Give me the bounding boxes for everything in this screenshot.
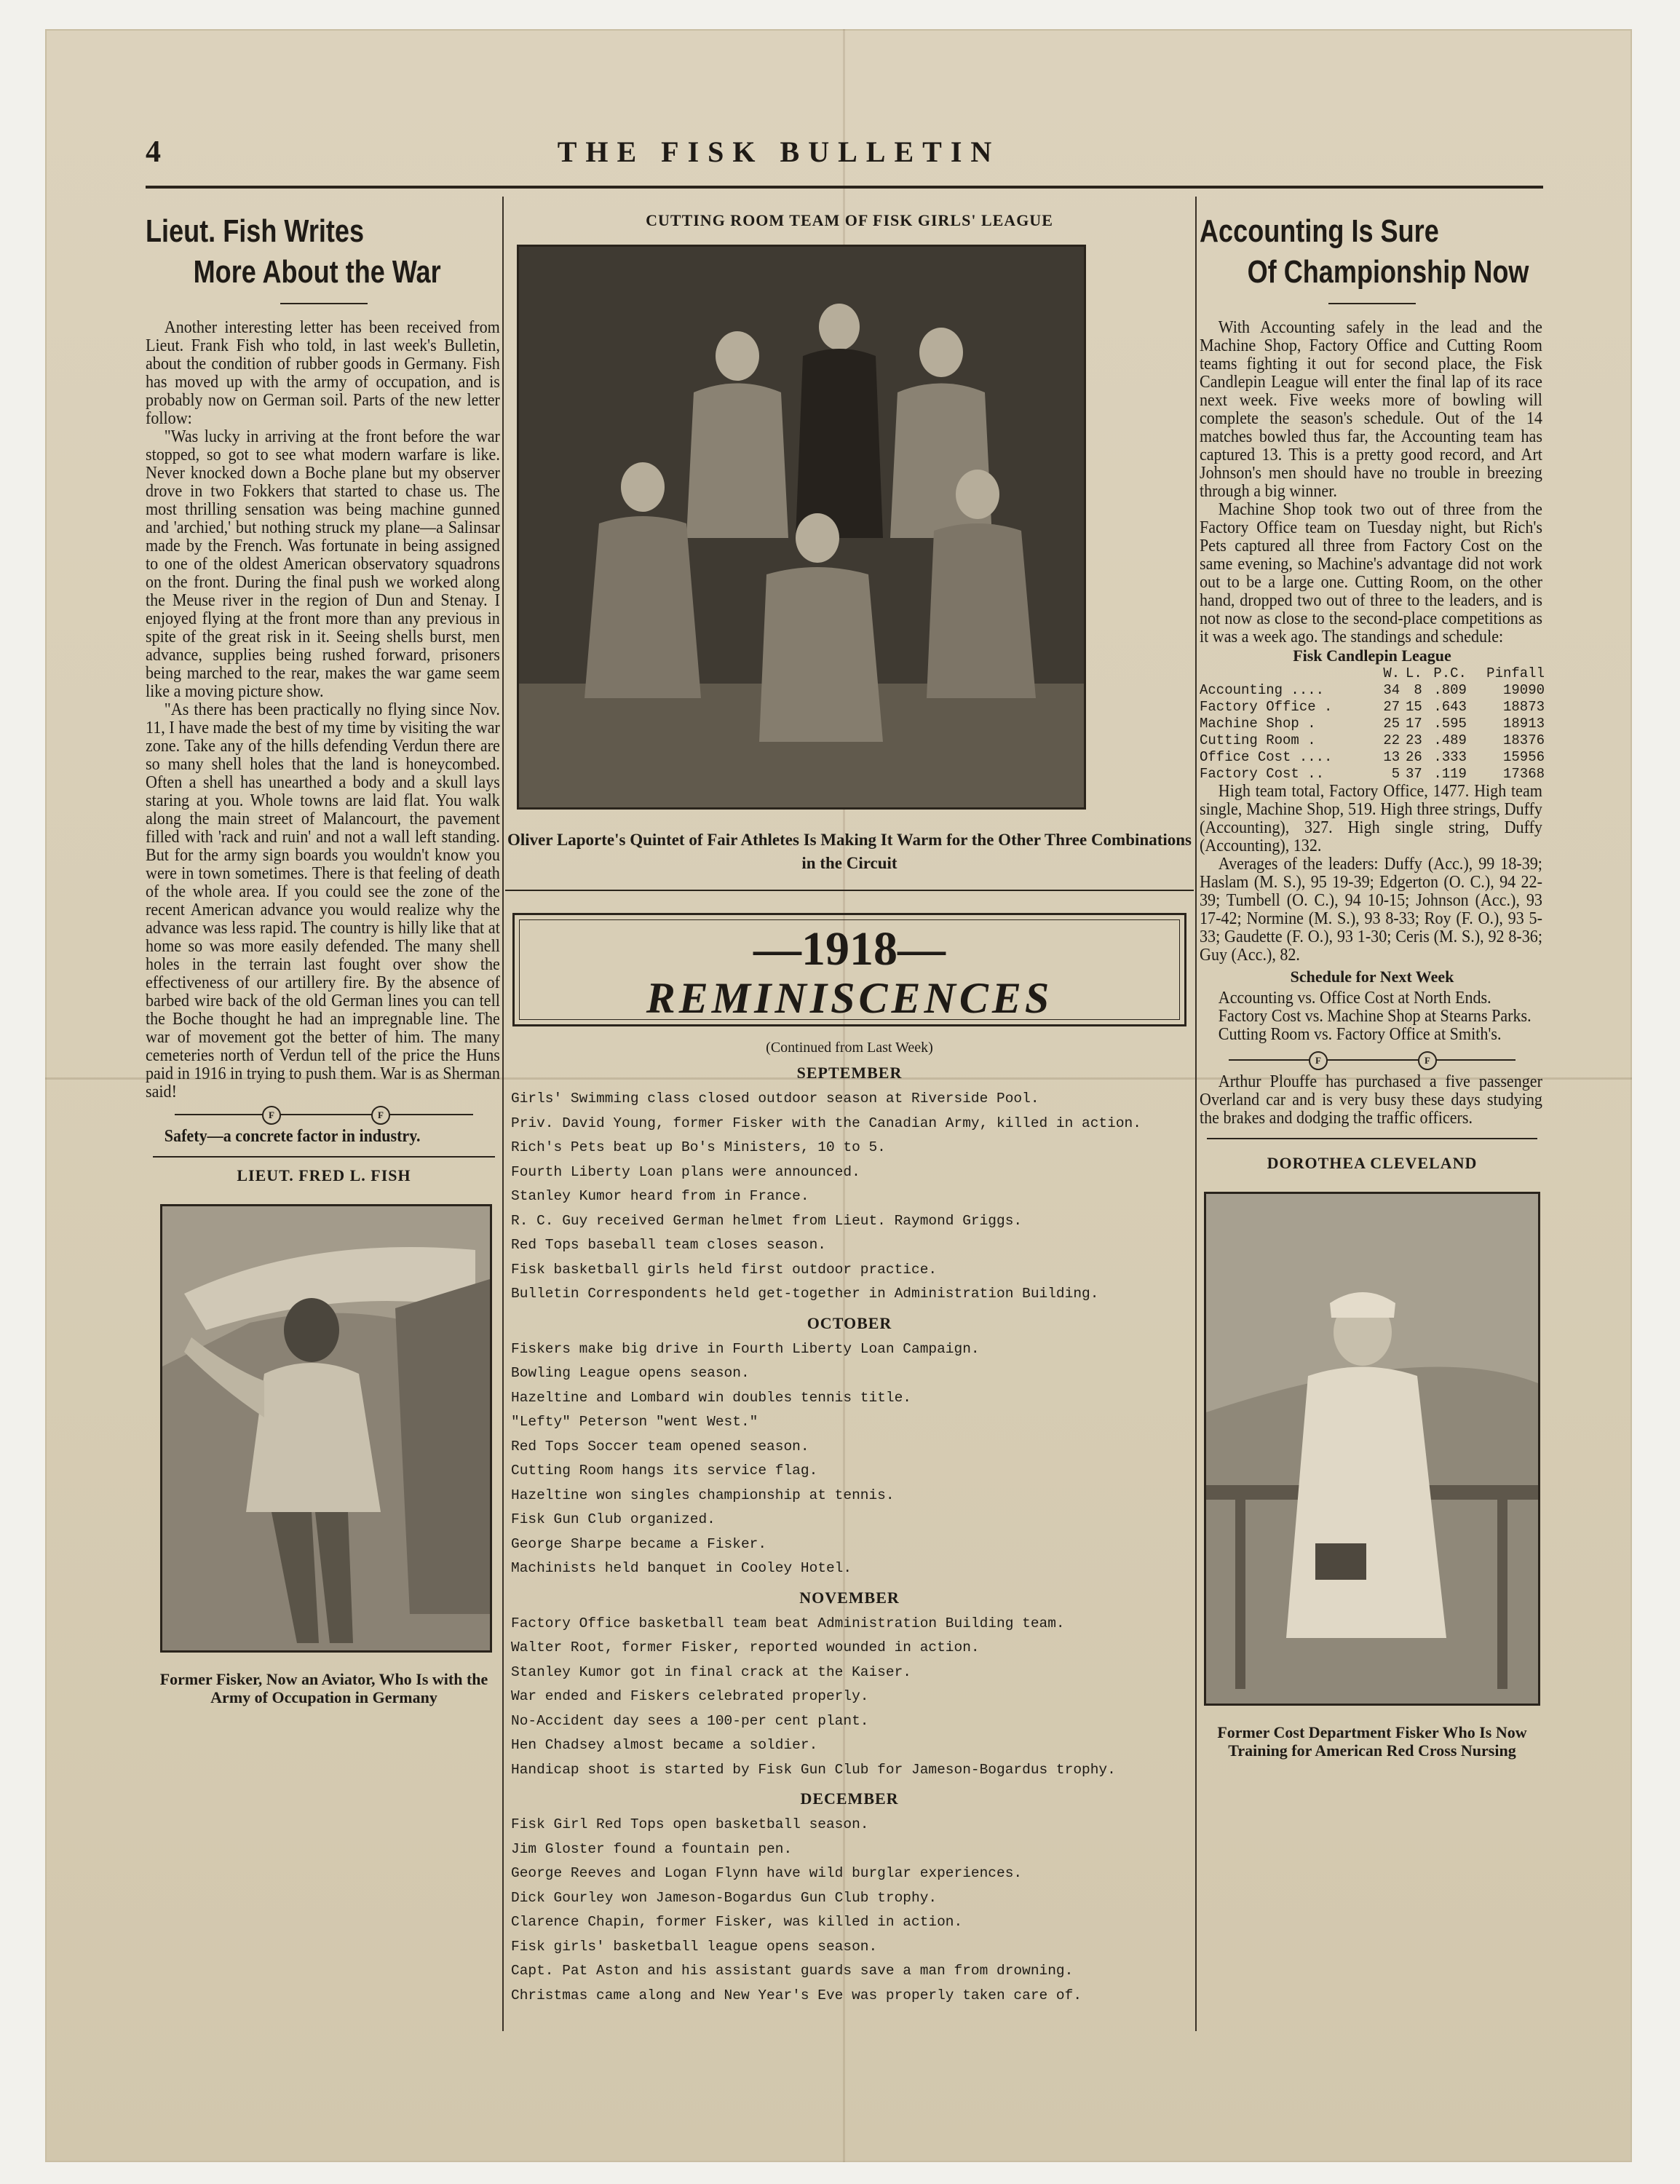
list-item: Hen Chadsey almost became a soldier. [511, 1737, 818, 1753]
masthead-title: THE FISK BULLETIN [557, 135, 1001, 168]
list-item: Christmas came along and New Year's Eve was properly taken care of. [511, 1987, 1082, 2003]
fisk-seal-icon: F [1418, 1051, 1437, 1070]
article-paragraph: "Was lucky in arriving at the front before the war stopped, so got to see what modern warfare is like. Never knocked down a Boche plane but my observer drove in two Fokkers that started to chase us. The most thrilling sensation was being machine gunned and 'archied,' but nothing struck my plane—a Salinsar made by the French. Was fortunate in being assigned to one of the oldest American observatory squadrons on the front. During the final push we worked along the Meuse river in the region of Dun and Stenay. I enjoyed flying at the front more than any previous in spite of the great risk in it. Seeing shells burst, men advance, supplies being rushed forward, prisoners being marched to the rear, makes the war game seem like a moving picture show. [146, 427, 500, 701]
cutting-room-team-photo [517, 245, 1086, 810]
list-item: Stanley Kumor got in final crack at the Kaiser. [511, 1663, 911, 1680]
continued-note: (Continued from Last Week) [766, 1040, 933, 1056]
article-paragraph: With Accounting safely in the lead and the Machine Shop, Factory Office and Cutting Room teams fighting it out for second place, the Fisk Candlepin League will enter the final lap of its race next week. Five weeks more of bowling will complete the season's schedule. Out of the 14 matches bowled thus far, the Accounting team has captured 13. This is a pretty good record, and Art Johnson's men should have no trouble in breezing through a big winner. [1200, 318, 1542, 501]
month-heading: OCTOBER [807, 1313, 892, 1332]
list-item: Red Tops Soccer team opened season. [511, 1438, 809, 1455]
middle-column [505, 197, 1194, 2008]
list-item: Bulletin Correspondents held get-together in Administration Building. [511, 1286, 1099, 1302]
fish-article-headline [146, 211, 441, 293]
list-item: Walter Root, former Fisker, reported wounded in action. [511, 1639, 980, 1655]
headline-line-2: Of Championship Now [1247, 254, 1529, 290]
records-text: High team total, Factory Office, 1477. High team single, Machine Shop, 519. High three strings, Duffy (Accounting), 327. High single string, Duffy (Accounting), 132. Averages of the leaders: Duffy (Acc.), 99 18-39; Haslam (M. S.), 95 19-39; Edgerton (O. C.), 94 22-39; Tumbell (O. C.), 94 10-15; Johnson (Acc.), 93 17-42; Normine (M. S.), 93 8-33; Roy (F. O.), 93 5-33; Gaudette (F. O.), 93 1-30; Ceris (M. S.), 92 8-36; Guy (Acc.), 82. [1200, 782, 1542, 965]
article-paragraph: Another interesting letter has been received from Lieut. Frank Fish who told, in last week's Bulletin, about the condition of rubber goods in Germany. Fish has moved up with the army of occupation, and is probably now on German soil. Parts of the new letter follow: [146, 318, 500, 428]
standings-title: Fisk Candlepin League [1293, 646, 1451, 665]
headline-rule [280, 303, 368, 304]
list-item: Fisk Gun Club organized. [511, 1511, 716, 1527]
team-photo-caption: Oliver Laporte's Quintet of Fair Athletes Is Making It Warm for the Other Three Combinations in the Circuit [507, 831, 1192, 872]
schedule-list [1200, 989, 1542, 1044]
list-item: Machinists held banquet in Cooley Hotel. [511, 1560, 852, 1576]
list-item: Fisk basketball girls held first outdoor practice. [511, 1261, 938, 1278]
article-paragraph: "As there has been practically no flying since Nov. 11, I have made the best of my time by visiting the war zone. Take any of the hills defending Verdun there are so many shell holes that the land is honeycombed. Often a shell has unearthed a body and a skull lays staring at you. Whole towns are laid flat. You walk along the main street of Malancourt, the pavement filled with 'rack and ruin' and not a wall left standing. But for the army sign boards you wouldn't know you were in town sometimes. There is that feeling of death of the whole area. If you could see the zone of the recent American advance you would realize why the advance was less rapid. The country is hilly like that at home so was more easily defended. The many shell holes in the terrain last fought over show the effectiveness of our artillery fire. By the absence of barbed wire back of the old German lines you can tell the Boche thought he had an impregnable line. The war of movement got the better of him. The many cemeteries north of Verdun tell of the price the Huns paid in 1916 in trying to push them. War is as Sherman said! [146, 700, 500, 1101]
list-item: Cutting Room hangs its service flag. [511, 1463, 818, 1479]
fish-photo-label: LIEUT. FRED L. FISH [237, 1166, 411, 1184]
aviator-photo-caption: Former Fisker, Now an Aviator, Who Is with the Army of Occupation in Germany [159, 1670, 488, 1706]
nurse-photo-caption: Former Cost Department Fisker Who Is Now Training for American Red Cross Nursing [1217, 1723, 1527, 1760]
list-item: Fiskers make big drive in Fourth Liberty Loan Campaign. [511, 1340, 980, 1357]
list-item: Hazeltine won singles championship at tennis. [511, 1487, 895, 1503]
table-row: Accounting .... 34 8 .809 19090 [1200, 682, 1545, 698]
reminiscences-year: —1918— [753, 922, 946, 976]
page-header [146, 135, 1412, 178]
list-item: Fisk Girl Red Tops open basketball season. [511, 1816, 869, 1832]
reminiscences-title: REMINISCENCES [646, 974, 1053, 1022]
schedule-title: Schedule for Next Week [1290, 968, 1454, 986]
list-item: Fourth Liberty Loan plans were announced. [511, 1163, 860, 1180]
list-item: Bowling League opens season. [511, 1365, 750, 1381]
headline-line-1: Lieut. Fish Writes [146, 213, 365, 249]
list-item: George Reeves and Logan Flynn have wild burglar experiences. [511, 1865, 1023, 1881]
table-header-row: W. L. P.C. Pinfall [1383, 665, 1545, 681]
list-item: "Lefty" Peterson "went West." [511, 1414, 758, 1430]
list-item: War ended and Fiskers celebrated properly. [511, 1688, 869, 1704]
list-item: Cutting Room vs. Factory Office at Smith's. [1218, 1025, 1502, 1044]
list-item: Stanley Kumor heard from in France. [511, 1188, 809, 1204]
list-item: Accounting vs. Office Cost at North Ends. [1218, 989, 1491, 1008]
safety-note: Safety—a concrete factor in industry. [164, 1127, 421, 1146]
article-paragraph: Machine Shop took two out of three from the Factory Office team on Tuesday night, but Rich's Pets captured all three from Factory Cost on the same evening, so Machine's advantage did not work out to be a large one. Cutting Room, on the other hand, dropped two out of three to the leaders, and is not now as close to the second-place competitions as it was a week ago. The standings and schedule: [1200, 500, 1542, 646]
seal-divider [146, 1106, 502, 1123]
list-item: Rich's Pets beat up Bo's Ministers, 10 to 5. [511, 1139, 886, 1155]
right-column [1200, 197, 1545, 1760]
page-number: 4 [146, 135, 161, 169]
reminiscences-box [512, 913, 1186, 1026]
list-item: R. C. Guy received German helmet from Lieut. Raymond Griggs. [511, 1212, 1023, 1229]
table-row: Cutting Room . 22 23 .489 18376 [1200, 732, 1545, 748]
list-item: Factory Cost vs. Machine Shop at Stearns Parks. [1218, 1007, 1532, 1026]
month-heading: SEPTEMBER [796, 1064, 903, 1082]
month-heading: DECEMBER [800, 1789, 899, 1808]
list-item: Dick Gourley won Jameson-Bogardus Gun Club trophy. [511, 1889, 938, 1906]
left-column [146, 197, 502, 1706]
column-divider-right [1195, 197, 1197, 2031]
fisk-seal-icon: F [262, 1106, 281, 1125]
month-heading: NOVEMBER [799, 1588, 900, 1607]
aviator-photo [160, 1204, 492, 1653]
seal-divider [1200, 1051, 1545, 1069]
headline-line-2: More About the War [193, 254, 441, 290]
list-item: Factory Office basketball team beat Administration Building team. [511, 1615, 1065, 1631]
list-item: Red Tops baseball team closes season. [511, 1237, 826, 1253]
fish-article-body [146, 319, 500, 1101]
nurse-photo [1204, 1192, 1540, 1706]
fisk-seal-icon: F [1309, 1051, 1328, 1070]
headline-line-1: Accounting Is Sure [1200, 213, 1439, 249]
table-row: Factory Office . 27 15 .643 18873 [1200, 699, 1545, 715]
list-item: Handicap shoot is started by Fisk Gun Club for Jameson-Bogardus trophy. [511, 1761, 1116, 1778]
team-photo-label: CUTTING ROOM TEAM OF FISK GIRLS' LEAGUE [646, 211, 1053, 229]
list-item: Jim Gloster found a fountain pen. [511, 1840, 793, 1857]
list-item: No-Accident day sees a 100-per cent plant. [511, 1712, 869, 1729]
list-item: Hazeltine and Lombard win doubles tennis title. [511, 1389, 911, 1406]
headline-rule [1328, 303, 1416, 304]
list-item: Girls' Swimming class closed outdoor season at Riverside Pool. [511, 1091, 1039, 1107]
column-divider-left [502, 197, 504, 2031]
table-row: Office Cost .... 13 26 .333 15956 [1200, 749, 1545, 765]
accounting-article-body [1200, 319, 1542, 646]
standings-table [1200, 665, 1545, 783]
accounting-article-headline [1200, 211, 1529, 293]
cleveland-photo-label: DOROTHEA CLEVELAND [1267, 1154, 1478, 1172]
list-item: Clarence Chapin, former Fisker, was killed in action. [511, 1914, 963, 1930]
fisk-seal-icon: F [371, 1106, 390, 1125]
list-item: Fisk girls' basketball league opens season. [511, 1938, 878, 1955]
list-item: George Sharpe became a Fisker. [511, 1535, 767, 1552]
table-row: Machine Shop . 25 17 .595 18913 [1200, 716, 1545, 732]
header-rule [146, 186, 1543, 189]
plouffe-note: Arthur Plouffe has purchased a five passenger Overland car and is very busy these days studying the brakes and dodging the traffic officers. [1200, 1072, 1542, 1128]
list-item: Priv. David Young, former Fisker with the Canadian Army, killed in action. [511, 1115, 1141, 1131]
table-row: Factory Cost .. 5 37 .119 17368 [1200, 766, 1545, 782]
list-item: Capt. Pat Aston and his assistant guards save a man from drowning. [511, 1963, 1074, 1979]
